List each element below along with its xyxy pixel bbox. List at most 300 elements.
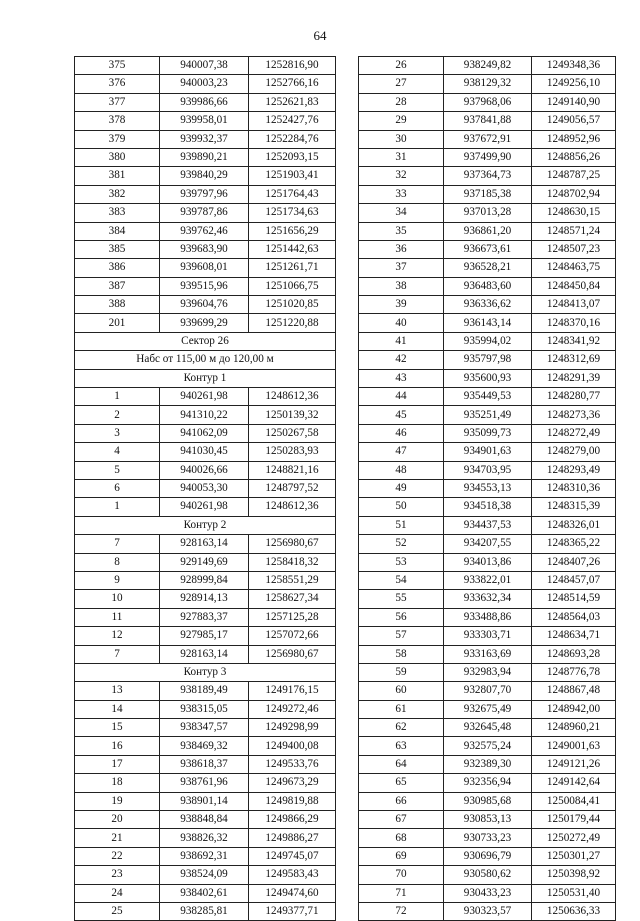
- x-coordinate-cell: 938347,57: [160, 719, 249, 737]
- y-coordinate-cell: 1248856,26: [532, 148, 616, 166]
- table-row: [359, 75, 616, 93]
- point-number-cell: 67: [359, 811, 444, 829]
- table-row: [75, 314, 336, 332]
- point-number-cell: 387: [75, 277, 160, 295]
- table-row: [75, 461, 336, 479]
- point-number-cell: 32: [359, 167, 444, 185]
- point-number-cell: 19: [75, 792, 160, 810]
- y-coordinate-cell: 1251903,41: [249, 167, 336, 185]
- x-coordinate-cell: 928163,14: [160, 645, 249, 663]
- y-coordinate-cell: 1250272,49: [532, 829, 616, 847]
- y-coordinate-cell: 1249866,29: [249, 811, 336, 829]
- x-coordinate-cell: 928914,13: [160, 590, 249, 608]
- y-coordinate-cell: 1249400,08: [249, 737, 336, 755]
- x-coordinate-cell: 932675,49: [444, 700, 532, 718]
- point-number-cell: 1: [75, 388, 160, 406]
- point-number-cell: 28: [359, 93, 444, 111]
- point-number-cell: 375: [75, 57, 160, 75]
- table-row: [75, 406, 336, 424]
- table-row: [359, 645, 616, 663]
- x-coordinate-cell: 933303,71: [444, 627, 532, 645]
- table-row: [359, 443, 616, 461]
- x-coordinate-cell: 930733,23: [444, 829, 532, 847]
- x-coordinate-cell: 934553,13: [444, 479, 532, 497]
- point-number-cell: 5: [75, 461, 160, 479]
- point-number-cell: 201: [75, 314, 160, 332]
- x-coordinate-cell: 927883,37: [160, 608, 249, 626]
- x-coordinate-cell: 939840,29: [160, 167, 249, 185]
- y-coordinate-cell: 1250139,32: [249, 406, 336, 424]
- x-coordinate-cell: 932807,70: [444, 682, 532, 700]
- table-row: [75, 811, 336, 829]
- x-coordinate-cell: 933822,01: [444, 571, 532, 589]
- y-coordinate-cell: 1257072,66: [249, 627, 336, 645]
- point-number-cell: 51: [359, 516, 444, 534]
- y-coordinate-cell: 1256980,67: [249, 535, 336, 553]
- coordinates-table-right: [358, 56, 616, 921]
- x-coordinate-cell: 932575,24: [444, 737, 532, 755]
- table-row: [359, 351, 616, 369]
- y-coordinate-cell: 1249474,60: [249, 884, 336, 902]
- point-number-cell: 53: [359, 553, 444, 571]
- y-coordinate-cell: 1249298,99: [249, 719, 336, 737]
- point-number-cell: 29: [359, 112, 444, 130]
- point-number-cell: 379: [75, 130, 160, 148]
- y-coordinate-cell: 1248273,36: [532, 406, 616, 424]
- point-number-cell: 384: [75, 222, 160, 240]
- table-row: [359, 700, 616, 718]
- table-row: [75, 627, 336, 645]
- y-coordinate-cell: 1251220,88: [249, 314, 336, 332]
- point-number-cell: 3: [75, 424, 160, 442]
- y-coordinate-cell: 1248564,03: [532, 608, 616, 626]
- table-row: [75, 755, 336, 773]
- x-coordinate-cell: 938524,09: [160, 866, 249, 884]
- y-coordinate-cell: 1249121,26: [532, 755, 616, 773]
- section-header-row: [75, 516, 336, 534]
- section-header-row: [75, 351, 336, 369]
- x-coordinate-cell: 939986,66: [160, 93, 249, 111]
- point-number-cell: 39: [359, 296, 444, 314]
- y-coordinate-cell: 1248279,00: [532, 443, 616, 461]
- x-coordinate-cell: 937968,06: [444, 93, 532, 111]
- y-coordinate-cell: 1252621,83: [249, 93, 336, 111]
- x-coordinate-cell: 940026,66: [160, 461, 249, 479]
- coordinates-table-left: [74, 56, 336, 921]
- y-coordinate-cell: 1251020,85: [249, 296, 336, 314]
- y-coordinate-cell: 1248821,16: [249, 461, 336, 479]
- table-row: [75, 130, 336, 148]
- point-number-cell: 25: [75, 902, 160, 920]
- x-coordinate-cell: 941030,45: [160, 443, 249, 461]
- point-number-cell: 26: [359, 57, 444, 75]
- y-coordinate-cell: 1248450,84: [532, 277, 616, 295]
- y-coordinate-cell: 1248787,25: [532, 167, 616, 185]
- table-row: [75, 112, 336, 130]
- point-number-cell: 55: [359, 590, 444, 608]
- table-row: [75, 553, 336, 571]
- x-coordinate-cell: 934437,53: [444, 516, 532, 534]
- point-number-cell: 59: [359, 663, 444, 681]
- y-coordinate-cell: 1249533,76: [249, 755, 336, 773]
- table-row: [75, 571, 336, 589]
- y-coordinate-cell: 1258418,32: [249, 553, 336, 571]
- x-coordinate-cell: 938618,37: [160, 755, 249, 773]
- section-header-row: [75, 332, 336, 350]
- y-coordinate-cell: 1251442,63: [249, 240, 336, 258]
- y-coordinate-cell: 1258551,29: [249, 571, 336, 589]
- y-coordinate-cell: 1250398,92: [532, 866, 616, 884]
- y-coordinate-cell: 1248630,15: [532, 204, 616, 222]
- table-row: [359, 719, 616, 737]
- point-number-cell: 378: [75, 112, 160, 130]
- point-number-cell: 52: [359, 535, 444, 553]
- table-row: [359, 663, 616, 681]
- x-coordinate-cell: 939932,37: [160, 130, 249, 148]
- point-number-cell: 64: [359, 755, 444, 773]
- point-number-cell: 40: [359, 314, 444, 332]
- point-number-cell: 16: [75, 737, 160, 755]
- x-coordinate-cell: 940053,30: [160, 479, 249, 497]
- y-coordinate-cell: 1249886,27: [249, 829, 336, 847]
- point-number-cell: 20: [75, 811, 160, 829]
- y-coordinate-cell: 1248942,00: [532, 700, 616, 718]
- x-coordinate-cell: 940003,23: [160, 75, 249, 93]
- x-coordinate-cell: 939604,76: [160, 296, 249, 314]
- point-number-cell: 44: [359, 388, 444, 406]
- point-number-cell: 385: [75, 240, 160, 258]
- table-row: [359, 406, 616, 424]
- y-coordinate-cell: 1248702,94: [532, 185, 616, 203]
- point-number-cell: 47: [359, 443, 444, 461]
- y-coordinate-cell: 1248280,77: [532, 388, 616, 406]
- x-coordinate-cell: 936483,60: [444, 277, 532, 295]
- x-coordinate-cell: 939699,29: [160, 314, 249, 332]
- point-number-cell: 15: [75, 719, 160, 737]
- x-coordinate-cell: 941310,22: [160, 406, 249, 424]
- table-row: [75, 148, 336, 166]
- table-row: [359, 627, 616, 645]
- x-coordinate-cell: 936861,20: [444, 222, 532, 240]
- y-coordinate-cell: 1249176,15: [249, 682, 336, 700]
- table-row: [75, 902, 336, 920]
- point-number-cell: 62: [359, 719, 444, 737]
- table-row: [359, 553, 616, 571]
- table-row: [75, 259, 336, 277]
- y-coordinate-cell: 1248634,71: [532, 627, 616, 645]
- y-coordinate-cell: 1248407,26: [532, 553, 616, 571]
- point-number-cell: 14: [75, 700, 160, 718]
- table-row: [359, 167, 616, 185]
- y-coordinate-cell: 1250283,93: [249, 443, 336, 461]
- point-number-cell: 72: [359, 902, 444, 920]
- table-row: [359, 461, 616, 479]
- y-coordinate-cell: 1248952,96: [532, 130, 616, 148]
- table-row: [359, 590, 616, 608]
- point-number-cell: 1: [75, 498, 160, 516]
- table-row: [75, 737, 336, 755]
- x-coordinate-cell: 933163,69: [444, 645, 532, 663]
- x-coordinate-cell: 938189,49: [160, 682, 249, 700]
- y-coordinate-cell: 1249272,46: [249, 700, 336, 718]
- table-row: [75, 93, 336, 111]
- point-number-cell: 30: [359, 130, 444, 148]
- table-row: [75, 866, 336, 884]
- y-coordinate-cell: 1248315,39: [532, 498, 616, 516]
- point-number-cell: 9: [75, 571, 160, 589]
- table-row: [75, 774, 336, 792]
- table-row: [359, 112, 616, 130]
- table-row: [359, 682, 616, 700]
- x-coordinate-cell: 940261,98: [160, 498, 249, 516]
- x-coordinate-cell: 940007,38: [160, 57, 249, 75]
- x-coordinate-cell: 935994,02: [444, 332, 532, 350]
- x-coordinate-cell: 936528,21: [444, 259, 532, 277]
- table-row: [75, 884, 336, 902]
- table-row: [75, 829, 336, 847]
- table-row: [359, 185, 616, 203]
- x-coordinate-cell: 932389,30: [444, 755, 532, 773]
- x-coordinate-cell: 937499,90: [444, 148, 532, 166]
- x-coordinate-cell: 930580,62: [444, 866, 532, 884]
- x-coordinate-cell: 930985,68: [444, 792, 532, 810]
- x-coordinate-cell: 938129,32: [444, 75, 532, 93]
- x-coordinate-cell: 928163,14: [160, 535, 249, 553]
- x-coordinate-cell: 932645,48: [444, 719, 532, 737]
- table-row: [359, 222, 616, 240]
- y-coordinate-cell: 1250531,40: [532, 884, 616, 902]
- x-coordinate-cell: 933632,34: [444, 590, 532, 608]
- x-coordinate-cell: 939787,86: [160, 204, 249, 222]
- point-number-cell: 7: [75, 535, 160, 553]
- section-header-row: [75, 663, 336, 681]
- table-row: [359, 774, 616, 792]
- x-coordinate-cell: 930853,13: [444, 811, 532, 829]
- x-coordinate-cell: 939797,96: [160, 185, 249, 203]
- y-coordinate-cell: 1249673,29: [249, 774, 336, 792]
- table-row: [75, 277, 336, 295]
- point-number-cell: 17: [75, 755, 160, 773]
- table-row: [75, 792, 336, 810]
- x-coordinate-cell: 937364,73: [444, 167, 532, 185]
- point-number-cell: 33: [359, 185, 444, 203]
- point-number-cell: 377: [75, 93, 160, 111]
- x-coordinate-cell: 934013,86: [444, 553, 532, 571]
- y-coordinate-cell: 1252284,76: [249, 130, 336, 148]
- x-coordinate-cell: 936143,14: [444, 314, 532, 332]
- point-number-cell: 66: [359, 792, 444, 810]
- table-row: [75, 240, 336, 258]
- section-header: Контур 1: [75, 369, 336, 387]
- x-coordinate-cell: 936336,62: [444, 296, 532, 314]
- x-coordinate-cell: 935449,53: [444, 388, 532, 406]
- table-row: [75, 296, 336, 314]
- table-row: [75, 388, 336, 406]
- x-coordinate-cell: 938826,32: [160, 829, 249, 847]
- y-coordinate-cell: 1250301,27: [532, 847, 616, 865]
- table-row: [75, 645, 336, 663]
- table-row: [359, 755, 616, 773]
- point-number-cell: 43: [359, 369, 444, 387]
- y-coordinate-cell: 1249348,36: [532, 57, 616, 75]
- section-header-row: [75, 369, 336, 387]
- y-coordinate-cell: 1249745,07: [249, 847, 336, 865]
- table-row: [359, 737, 616, 755]
- point-number-cell: 56: [359, 608, 444, 626]
- x-coordinate-cell: 935099,73: [444, 424, 532, 442]
- table-row: [75, 590, 336, 608]
- x-coordinate-cell: 934703,95: [444, 461, 532, 479]
- point-number-cell: 23: [75, 866, 160, 884]
- point-number-cell: 382: [75, 185, 160, 203]
- y-coordinate-cell: 1249583,43: [249, 866, 336, 884]
- table-row: [359, 479, 616, 497]
- point-number-cell: 71: [359, 884, 444, 902]
- y-coordinate-cell: 1248463,75: [532, 259, 616, 277]
- x-coordinate-cell: 939958,01: [160, 112, 249, 130]
- y-coordinate-cell: 1250636,33: [532, 902, 616, 920]
- y-coordinate-cell: 1249056,57: [532, 112, 616, 130]
- y-coordinate-cell: 1251734,63: [249, 204, 336, 222]
- point-number-cell: 41: [359, 332, 444, 350]
- table-row: [359, 811, 616, 829]
- y-coordinate-cell: 1251261,71: [249, 259, 336, 277]
- y-coordinate-cell: 1248293,49: [532, 461, 616, 479]
- y-coordinate-cell: 1249256,10: [532, 75, 616, 93]
- point-number-cell: 65: [359, 774, 444, 792]
- y-coordinate-cell: 1248612,36: [249, 388, 336, 406]
- x-coordinate-cell: 932356,94: [444, 774, 532, 792]
- table-row: [75, 167, 336, 185]
- point-number-cell: 383: [75, 204, 160, 222]
- point-number-cell: 24: [75, 884, 160, 902]
- y-coordinate-cell: 1251656,29: [249, 222, 336, 240]
- table-row: [359, 608, 616, 626]
- x-coordinate-cell: 936673,61: [444, 240, 532, 258]
- table-row: [359, 388, 616, 406]
- x-coordinate-cell: 930696,79: [444, 847, 532, 865]
- y-coordinate-cell: 1249819,88: [249, 792, 336, 810]
- x-coordinate-cell: 938249,82: [444, 57, 532, 75]
- table-row: [359, 866, 616, 884]
- point-number-cell: 49: [359, 479, 444, 497]
- x-coordinate-cell: 935251,49: [444, 406, 532, 424]
- point-number-cell: 4: [75, 443, 160, 461]
- point-number-cell: 380: [75, 148, 160, 166]
- table-row: [75, 608, 336, 626]
- table-row: [359, 130, 616, 148]
- x-coordinate-cell: 938848,84: [160, 811, 249, 829]
- table-row: [75, 185, 336, 203]
- x-coordinate-cell: 939762,46: [160, 222, 249, 240]
- table-row: [75, 479, 336, 497]
- y-coordinate-cell: 1248693,28: [532, 645, 616, 663]
- y-coordinate-cell: 1252766,16: [249, 75, 336, 93]
- table-row: [359, 424, 616, 442]
- point-number-cell: 2: [75, 406, 160, 424]
- table-row: [359, 535, 616, 553]
- y-coordinate-cell: 1248272,49: [532, 424, 616, 442]
- table-row: [359, 314, 616, 332]
- table-row: [75, 222, 336, 240]
- point-number-cell: 386: [75, 259, 160, 277]
- x-coordinate-cell: 935797,98: [444, 351, 532, 369]
- point-number-cell: 50: [359, 498, 444, 516]
- table-row: [359, 204, 616, 222]
- page-number: 64: [313, 28, 327, 43]
- point-number-cell: 45: [359, 406, 444, 424]
- point-number-cell: 68: [359, 829, 444, 847]
- x-coordinate-cell: 937672,91: [444, 130, 532, 148]
- table-row: [359, 277, 616, 295]
- point-number-cell: 13: [75, 682, 160, 700]
- y-coordinate-cell: 1248797,52: [249, 479, 336, 497]
- table-row: [75, 847, 336, 865]
- x-coordinate-cell: 937185,38: [444, 185, 532, 203]
- y-coordinate-cell: 1248457,07: [532, 571, 616, 589]
- y-coordinate-cell: 1248571,24: [532, 222, 616, 240]
- section-header: Сектор 26: [75, 332, 336, 350]
- x-coordinate-cell: 941062,09: [160, 424, 249, 442]
- point-number-cell: 63: [359, 737, 444, 755]
- y-coordinate-cell: 1248310,36: [532, 479, 616, 497]
- point-number-cell: 57: [359, 627, 444, 645]
- y-coordinate-cell: 1248370,16: [532, 314, 616, 332]
- point-number-cell: 12: [75, 627, 160, 645]
- point-number-cell: 42: [359, 351, 444, 369]
- x-coordinate-cell: 930433,23: [444, 884, 532, 902]
- y-coordinate-cell: 1248291,39: [532, 369, 616, 387]
- section-header: Контур 3: [75, 663, 336, 681]
- point-number-cell: 18: [75, 774, 160, 792]
- point-number-cell: 21: [75, 829, 160, 847]
- x-coordinate-cell: 933488,86: [444, 608, 532, 626]
- x-coordinate-cell: 928999,84: [160, 571, 249, 589]
- x-coordinate-cell: 927985,17: [160, 627, 249, 645]
- y-coordinate-cell: 1248612,36: [249, 498, 336, 516]
- section-header: Набс от 115,00 м до 120,00 м: [75, 351, 336, 369]
- table-row: [75, 57, 336, 75]
- table-row: [359, 847, 616, 865]
- y-coordinate-cell: 1250084,41: [532, 792, 616, 810]
- table-row: [75, 682, 336, 700]
- point-number-cell: 35: [359, 222, 444, 240]
- point-number-cell: 54: [359, 571, 444, 589]
- x-coordinate-cell: 938315,05: [160, 700, 249, 718]
- point-number-cell: 36: [359, 240, 444, 258]
- x-coordinate-cell: 934901,63: [444, 443, 532, 461]
- table-row: [359, 498, 616, 516]
- x-coordinate-cell: 939683,90: [160, 240, 249, 258]
- table-row: [359, 902, 616, 920]
- table-row: [75, 700, 336, 718]
- x-coordinate-cell: 932983,94: [444, 663, 532, 681]
- table-row: [75, 535, 336, 553]
- table-row: [75, 424, 336, 442]
- y-coordinate-cell: 1248507,23: [532, 240, 616, 258]
- point-number-cell: 31: [359, 148, 444, 166]
- point-number-cell: 58: [359, 645, 444, 663]
- y-coordinate-cell: 1248365,22: [532, 535, 616, 553]
- point-number-cell: 388: [75, 296, 160, 314]
- point-number-cell: 37: [359, 259, 444, 277]
- point-number-cell: 70: [359, 866, 444, 884]
- point-number-cell: 34: [359, 204, 444, 222]
- y-coordinate-cell: 1252816,90: [249, 57, 336, 75]
- y-coordinate-cell: 1248341,92: [532, 332, 616, 350]
- point-number-cell: 381: [75, 167, 160, 185]
- y-coordinate-cell: 1252093,15: [249, 148, 336, 166]
